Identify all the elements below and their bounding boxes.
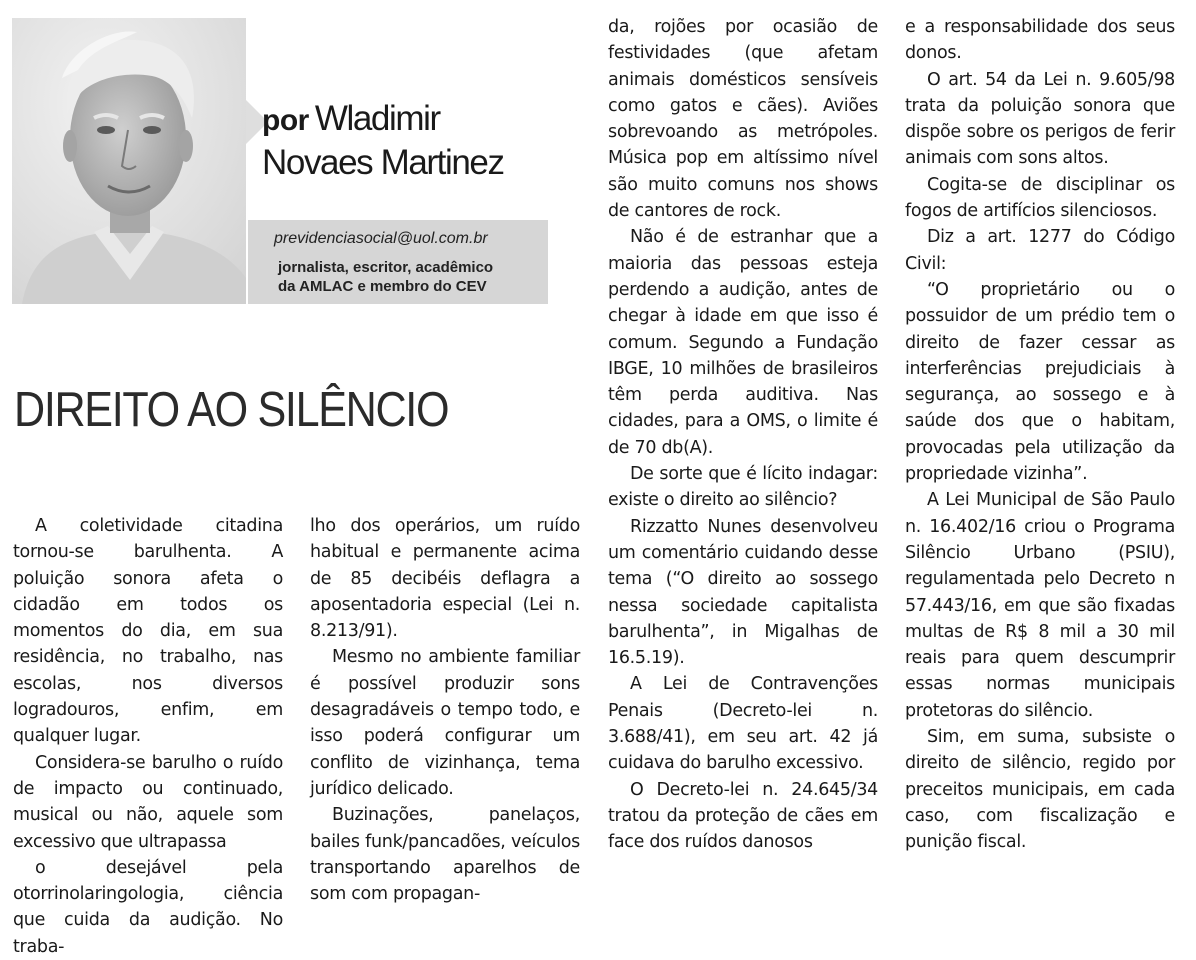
author-bio-line1: jornalista, escritor, acadêmico [278, 259, 494, 276]
article-column-4 [905, 14, 1175, 856]
paragraph: Mesmo no ambiente familiar é possível produzir sons desagradáveis o tempo todo, e isso poderá configurar um conflito de vizinhança, tema jurídico delicado. [310, 647, 580, 799]
byline-prefix: por [262, 104, 309, 137]
paragraph: Buzinações, panelaços, bailes funk/pancadões, veículos transportando aparelhos de som com propagan- [310, 805, 580, 905]
author-email: previdenciasocial@uol.com.br [274, 230, 488, 247]
author-name-line2: Novaes Martinez [262, 143, 504, 182]
article-headline: DIREITO AO SILÊNCIO [14, 383, 449, 437]
paragraph: Sim, em suma, subsiste o direito de silêncio, regido por preceitos municipais, em cada caso, com fiscalização e punição fiscal. [905, 727, 1175, 853]
paragraph: Rizzatto Nunes desenvolveu um comentário cuidando desse tema (“O direito ao sossego nessa sociedade capitalista barulhenta”, in Migalhas de 16.5.19). [608, 516, 878, 669]
paragraph: O Decreto-lei n. 24.645/34 tratou da proteção de cães em face dos ruídos danosos [608, 779, 878, 853]
author-contact-box [248, 220, 548, 304]
paragraph: “O proprietário ou o possuidor de um prédio tem o direito de fazer cessar as interferências prejudiciais à segurança, ao sossego e à saúde dos que o habitam, provocadas pela utilização da propriedade vizinha”. [905, 279, 1175, 485]
author-photo [12, 18, 246, 304]
author-name-line1: Wladimir [314, 99, 440, 138]
paragraph: o desejável pela otorrinolaringologia, ciência que cuida da audição. No traba- [13, 857, 283, 957]
paragraph: lho dos operários, um ruído habitual e permanente acima de 85 decibéis deflagra a aposentadoria especial (Lei n. 8.213/91). [310, 516, 580, 642]
paragraph: Cogita-se de disciplinar os fogos de artifícios silenciosos. [905, 174, 1175, 222]
paragraph: Não é de estranhar que a maioria das pessoas esteja perdendo a audição, antes de chegar à idade em que isso é comum. Segundo a Fundação IBGE, 10 milhões de brasileiros têm perda auditiva. Nas cidades, para a OMS, o limite é de 70 db(A). [608, 227, 878, 458]
paragraph: Diz a art. 1277 do Código Civil: [905, 227, 1175, 274]
author-portrait-image [12, 18, 246, 304]
author-byline [262, 98, 552, 184]
paragraph: A Lei Municipal de São Paulo n. 16.402/16 criou o Programa Silêncio Urbano (PSIU), regulamentada pelo Decreto n 57.443/16, em que são fixadas multas de R$ 8 mil a 30 mil reais para quem descumprir essas normas municipais protetoras do silêncio. [905, 490, 1175, 721]
paragraph: da, rojões por ocasião de festividades (que afetam animais domésticos sensíveis como gatos e cães). Aviões sobrevoando as metrópoles. Música pop em altíssimo nível são muito comuns nos shows de cantores de rock. [608, 17, 878, 222]
author-bio [278, 258, 546, 296]
paragraph: De sorte que é lícito indagar: existe o direito ao silêncio? [608, 464, 878, 511]
author-bio-line2: da AMLAC e membro do CEV [278, 278, 487, 295]
paragraph: e a responsabilidade dos seus donos. [905, 17, 1175, 64]
paragraph: Considera-se barulho o ruído de impacto ou continuado, musical ou não, aquele som excessivo que ultrapassa [13, 752, 283, 852]
paragraph: O art. 54 da Lei n. 9.605/98 trata da poluição sonora que dispõe sobre os perigos de ferir animais com sons altos. [905, 69, 1175, 169]
paragraph: A Lei de Contravenções Penais (Decreto-lei n. 3.688/41), em seu art. 42 já cuidava do barulho excessivo. [608, 674, 878, 774]
article-column-1 [13, 513, 283, 960]
paragraph: A coletividade citadina tornou-se barulhenta. A poluição sonora afeta o cidadão em todos os momentos do dia, em sua residência, no trabalho, nas escolas, nos diversos logradouros, enfim, em qualquer lugar. [13, 516, 283, 747]
article-column-2 [310, 513, 580, 907]
article-column-3 [608, 14, 878, 856]
